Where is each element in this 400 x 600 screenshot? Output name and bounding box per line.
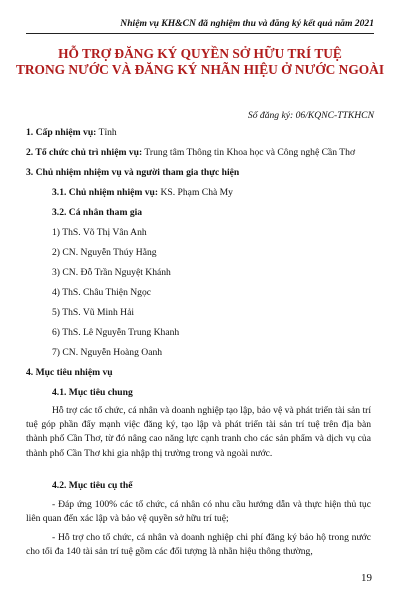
running-header: Nhiệm vụ KH&CN đã nghiệm thu và đăng ký kết quả năm 2021 (120, 18, 374, 29)
section-3-1 (52, 187, 233, 198)
section-4-1-heading: 4.1. Mục tiêu chung (52, 387, 133, 398)
member-item: 2) CN. Nguyễn Thúy Hằng (52, 247, 157, 258)
section-2-value: Trung tâm Thông tin Khoa học và Công nghệ Cần Thơ (142, 147, 356, 158)
general-goal-paragraph: Hỗ trợ các tổ chức, cá nhân và doanh nghiệp tạo lập, bảo vệ và phát triển tài sản trí tuệ góp phần đẩy mạnh việc đăng ký, tạo lập và phát triển tài sản trí tuệ trên địa bàn thành phố Cần Thơ, từ đó nâng cao năng lực cạnh tranh cho các sản phẩm và dịch vụ của thành phố Cần Thơ khi gia nhập thị trường trong và ngoài nước. (26, 405, 371, 459)
section-1-label: 1. Cấp nhiệm vụ: (26, 127, 97, 138)
registration-number: Số đăng ký: 06/KQNC-TTKHCN (247, 110, 374, 121)
member-item: 4) ThS. Châu Thiện Ngọc (52, 287, 152, 298)
title-line-2: TRONG NƯỚC VÀ ĐĂNG KÝ NHÃN HIỆU Ở NƯỚC NGOÀI (15, 62, 385, 77)
title-line-1: HỖ TRỢ ĐĂNG KÝ QUYỀN SỞ HỮU TRÍ TUỆ (58, 46, 342, 61)
section-3-1-label: 3.1. Chủ nhiệm nhiệm vụ: (52, 187, 159, 198)
section-1 (26, 127, 117, 138)
member-item: 6) ThS. Lê Nguyễn Trung Khanh (52, 327, 180, 338)
specific-goal-a: - Đáp ứng 100% các tổ chức, cá nhân có nhu cầu hướng dẫn và thực hiện thủ tục liên quan đến xác lập và bảo vệ quyền sở hữu trí tuệ; (26, 499, 371, 525)
section-4-heading: 4. Mục tiêu nhiệm vụ (26, 367, 113, 378)
specific-goal-b: - Hỗ trợ cho tổ chức, cá nhân và doanh nghiệp chi phí đăng ký bảo hộ trong nước cho tối đa 140 tài sản trí tuệ gồm các đối tượng là nhãn hiệu thông thường, (26, 532, 371, 558)
section-1-value: Tỉnh (96, 127, 117, 138)
section-3-1-value: KS. Phạm Chà My (158, 187, 233, 198)
section-3-2-heading: 3.2. Cá nhân tham gia (52, 207, 143, 218)
section-2-label: 2. Tổ chức chủ trì nhiệm vụ: (26, 147, 143, 158)
document-title (10, 46, 390, 78)
section-4-2-heading: 4.2. Mục tiêu cụ thể (52, 480, 133, 491)
member-item: 5) ThS. Vũ Minh Hải (52, 307, 134, 318)
page-number: 19 (361, 572, 372, 584)
member-item: 7) CN. Nguyễn Hoàng Oanh (52, 347, 163, 358)
header-divider (26, 33, 374, 34)
section-2 (26, 147, 355, 158)
member-item: 1) ThS. Võ Thị Vân Anh (52, 227, 147, 238)
member-item: 3) CN. Đỗ Trần Nguyệt Khánh (52, 267, 171, 278)
section-3-heading: 3. Chủ nhiệm nhiệm vụ và người tham gia thực hiện (26, 167, 240, 178)
